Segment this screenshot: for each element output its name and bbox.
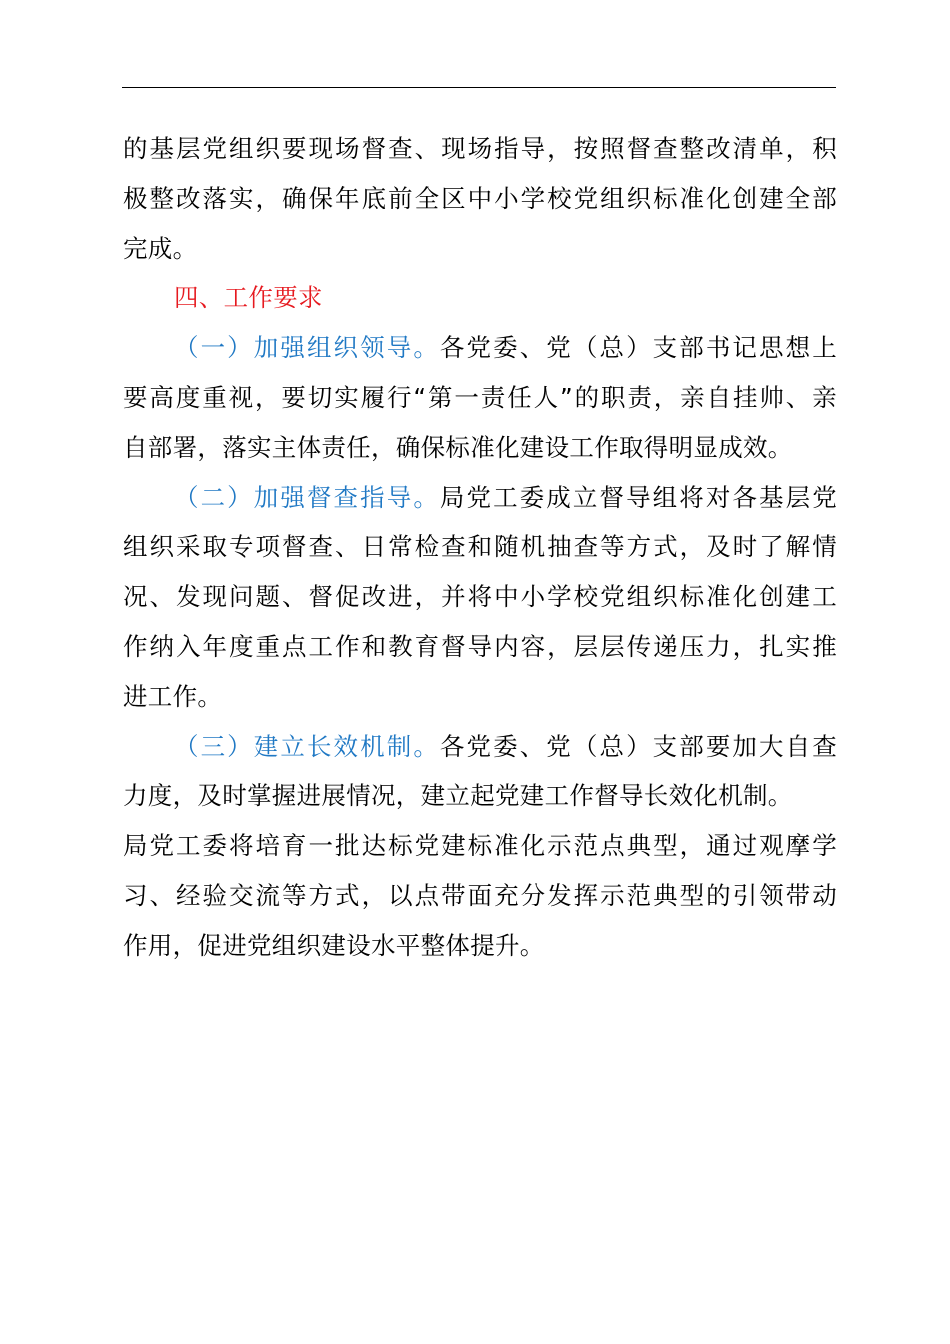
text-line: 况、发现问题、督促改进，并将中小学校党组织标准化创建工 [123,582,837,612]
text-line: 自部署，落实主体责任，确保标准化建设工作取得明显成效。 [123,432,793,462]
item-heading: （二）加强督查指导。 [174,482,440,512]
requirement-item-1 [123,323,837,472]
text-line [123,323,837,373]
text-line: 习、经验交流等方式，以点带面充分发挥示范典型的引领带动 [123,880,837,910]
text-line: 作纳入年度重点工作和教育督导内容，层层传递压力，扎实推 [123,631,837,661]
item-text: 局党工委成立督导组将对各基层党 [439,482,838,512]
text-line [123,722,837,772]
item-text: 各党委、党（总）支部书记思想上 [439,333,838,363]
item-heading: （一）加强组织领导。 [174,333,440,363]
text-line: 的基层党组织要现场督查、现场指导，按照督查整改清单，积 [123,134,837,163]
text-line: 极整改落实，确保年底前全区中小学校党组织标准化创建全部 [123,183,837,213]
text-line: 力度，及时掌握进展情况，建立起党建工作督导长效化机制。 [123,781,793,811]
text-line: 作用，促进党组织建设水平整体提升。 [123,930,545,960]
document-body [123,124,837,971]
section-heading: 四、工作要求 [174,283,323,313]
text-line: 组织采取专项督查、日常检查和随机抽查等方式，及时了解情 [123,532,837,562]
requirement-item-2 [123,473,837,722]
text-line: 完成。 [123,233,198,263]
text-line [123,473,837,523]
text-line: 局党工委将培育一批达标党建标准化示范点典型，通过观摩学 [123,831,837,861]
paragraph-continuation [123,124,837,273]
item-text: 各党委、党（总）支部要加大自查 [439,731,838,761]
requirement-item-3 [123,722,837,971]
item-heading: （三）建立长效机制。 [174,731,440,761]
text-line: 要高度重视，要切实履行“第一责任人”的职责，亲自挂帅、亲 [123,382,837,412]
header-divider [122,87,836,88]
text-line: 进工作。 [123,681,223,711]
